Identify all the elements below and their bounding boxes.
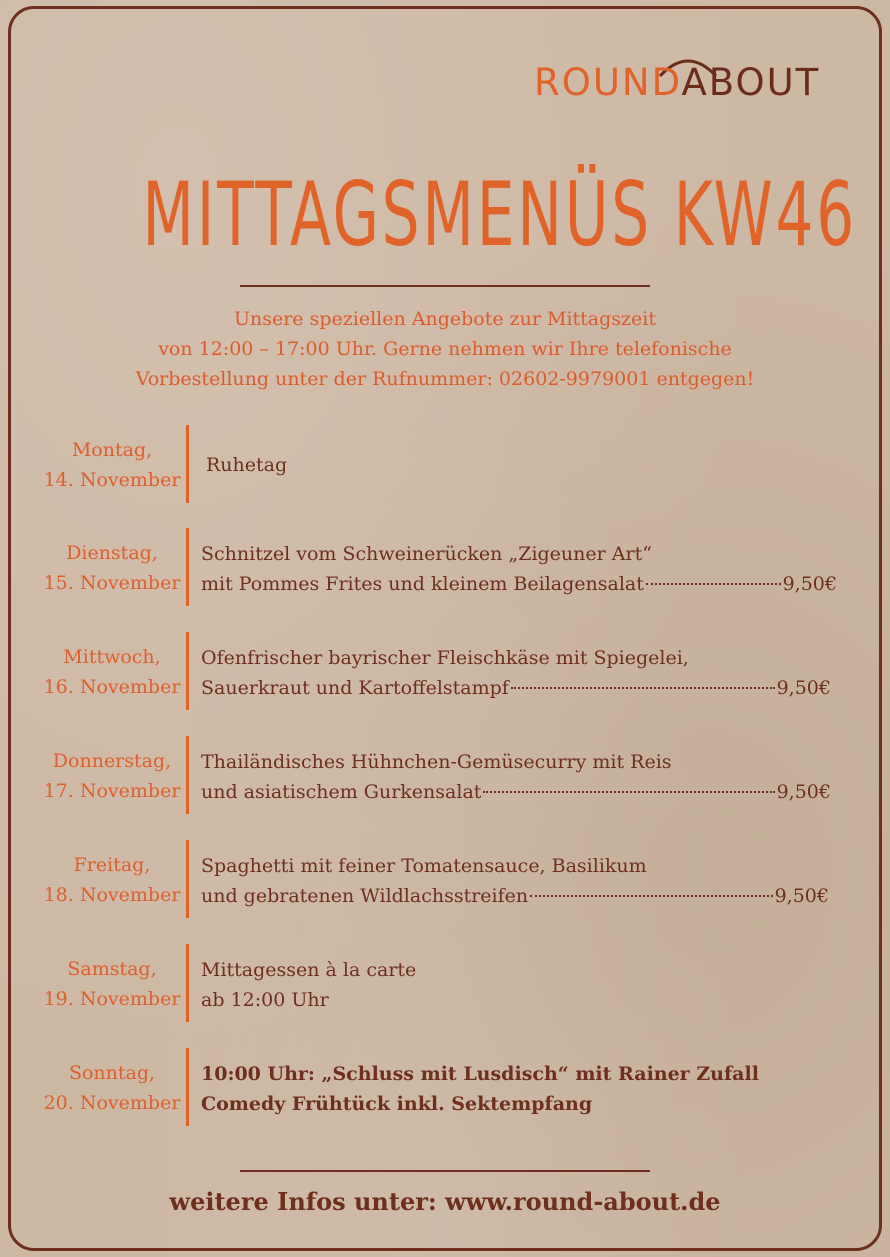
day-label — [24, 538, 200, 598]
day-name: Mittwoch, — [63, 646, 161, 668]
day-divider — [186, 944, 189, 1022]
dish-price: 9,50€ — [782, 573, 837, 595]
dish-line: Spaghetti mit feiner Tomatensauce, Basilikum — [201, 855, 647, 877]
dish-line: Thailändisches Hühnchen-Gemüsecurry mit Reis — [201, 751, 672, 773]
day-divider — [186, 632, 189, 710]
dish-line: Mittagessen à la carte — [201, 959, 417, 981]
dish-price-line — [201, 777, 831, 807]
logo-text-about: ABOUT — [681, 61, 821, 104]
dish-price: 9,50€ — [776, 781, 831, 803]
day-row-dienstag — [0, 528, 890, 608]
dish-price-line — [201, 673, 831, 703]
dot-leader — [646, 583, 781, 585]
day-divider — [186, 528, 189, 606]
dish-price-line — [201, 881, 829, 911]
day-name: Montag, — [71, 439, 153, 461]
day-date: 15. November — [43, 572, 181, 594]
dish-price: 9,50€ — [776, 677, 831, 699]
dish-line: 10:00 Uhr: „Schluss mit Lusdisch“ mit Rainer Zufall — [201, 1063, 759, 1085]
footer-info: weitere Infos unter: www.round-about.de — [169, 1187, 721, 1216]
day-name: Donnerstag, — [52, 750, 172, 772]
brand-logo — [534, 60, 820, 106]
day-row-samstag — [0, 944, 890, 1024]
day-divider — [186, 425, 189, 503]
day-row-montag — [0, 425, 890, 505]
intro-line: Unsere speziellen Angebote zur Mittagszeit — [233, 308, 657, 330]
day-label — [24, 642, 200, 702]
dish-line: und gebratenen Wildlachsstreifen — [201, 885, 529, 907]
day-name: Dienstag, — [66, 542, 158, 564]
day-date: 20. November — [43, 1092, 181, 1114]
dish-line: Sauerkraut und Kartoffelstampf — [201, 677, 509, 699]
day-row-freitag — [0, 840, 890, 920]
dot-leader — [511, 687, 775, 689]
title-divider — [240, 285, 650, 287]
day-row-sonntag — [0, 1048, 890, 1128]
day-date: 14. November — [43, 469, 181, 491]
footer-divider — [240, 1170, 650, 1172]
intro-text — [0, 304, 890, 394]
dish-price: 9,50€ — [774, 885, 829, 907]
dish — [201, 955, 861, 1015]
day-label — [24, 1058, 200, 1118]
dish-line: und asiatischem Gurkensalat — [201, 781, 482, 803]
dot-leader — [530, 895, 772, 897]
dish-line: ab 12:00 Uhr — [201, 989, 329, 1011]
dish-line: Ruhetag — [206, 454, 288, 476]
day-label — [24, 435, 200, 495]
day-date: 17. November — [43, 780, 181, 802]
dish — [201, 539, 861, 599]
dish-line: mit Pommes Frites und kleinem Beilagensalat — [201, 573, 644, 595]
dish — [201, 851, 861, 911]
dish-line: Comedy Frühtück inkl. Sektempfang — [201, 1093, 593, 1115]
day-label — [24, 746, 200, 806]
day-divider — [186, 840, 189, 918]
day-label — [24, 954, 200, 1014]
dot-leader — [483, 791, 774, 793]
day-name: Sonntag, — [68, 1062, 156, 1084]
day-date: 18. November — [43, 884, 181, 906]
day-name: Freitag, — [73, 854, 151, 876]
intro-line: von 12:00 – 17:00 Uhr. Gerne nehmen wir Ihre telefonische — [158, 338, 732, 360]
day-divider — [186, 736, 189, 814]
day-row-mittwoch — [0, 632, 890, 712]
day-date: 19. November — [43, 988, 181, 1010]
day-date: 16. November — [43, 676, 181, 698]
logo-text-round: ROUND — [534, 61, 682, 104]
day-name: Samstag, — [67, 958, 157, 980]
dish — [201, 747, 861, 807]
page-title: MITTAGSMENÜS KW46 — [142, 163, 857, 266]
intro-line: Vorbestellung unter der Rufnummer: 02602-9979001 entgegen! — [135, 368, 755, 390]
dish — [206, 450, 866, 480]
day-divider — [186, 1048, 189, 1126]
dish-price-line — [201, 569, 837, 599]
dish — [201, 643, 861, 703]
dish-line: Ofenfrischer bayrischer Fleischkäse mit Spiegelei, — [201, 647, 689, 669]
dish-line: Schnitzel vom Schweinerücken „Zigeuner Art“ — [201, 543, 652, 565]
day-label — [24, 850, 200, 910]
day-row-donnerstag — [0, 736, 890, 816]
dish — [201, 1059, 861, 1119]
